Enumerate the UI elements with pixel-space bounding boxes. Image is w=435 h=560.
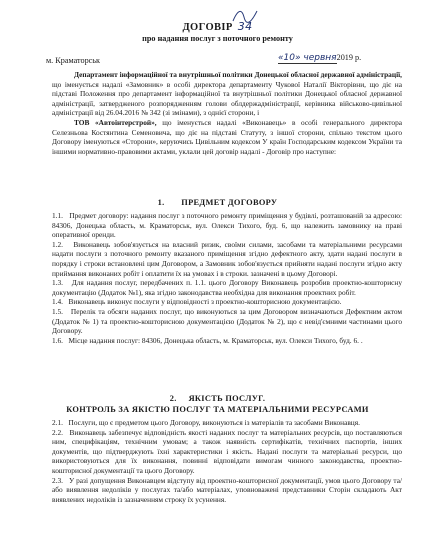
clause-2-1: 2.1. Послуги, що є предметом цього Договору, виконуються із матеріалів та засобами Виконавця. [52, 418, 360, 427]
clause-1-5: 1.5. Перелік та обсяги наданих послуг, що виконуються за цим Договором визначаються Дефектним актом (Додаток № 1) та проектно-кошторисною документацією (Додаток № 2), що є невід'ємними частинами цього Договору. [52, 306, 402, 336]
preamble-paragraph-2 [52, 118, 402, 156]
contract-city: м. Краматорськ [46, 56, 101, 65]
preamble [52, 70, 402, 156]
preamble-party-2: ТОВ «Автоінтерстрой», [74, 117, 157, 127]
clause-1-6: 1.6. Місце надання послуг: 84306, Донецька область, м. Краматорськ, вул. Олекси Тихого, буд. 6. . [52, 335, 363, 345]
document-subtitle: про надання послуг з поточного ремонту [142, 34, 293, 43]
clause-1-4: 1.4. Виконавець виконує послуги у відповідності з проектно-кошторисною документацією. [52, 297, 342, 307]
preamble-party-2-text: що іменується надалі «Виконавець» в особі генерального директора Селезньова Костянтина Семеновича, що діє на підставі Статуту, з іншої сторони, спільно текстом цього Договору іменуються «Сторони», керуючись Цивільним кодексом У країн Господарським кодексом України та іншими нормативно-правовими актами, уклали цей договір надалі - Договір про наступне: [52, 117, 402, 156]
contract-date-day: «10» червня [278, 53, 337, 63]
section-1-title: 1. ПРЕДМЕТ ДОГОВОРУ [157, 198, 278, 207]
section-2-body [52, 418, 402, 504]
preamble-party-1-text: що іменується надалі «Замовник» в особі директора департаменту Чукової Наталії Вікторівни, що діє на підставі Положення про департамент інформаційної та внутрішньої політики Донецької обласної державної адміністрації, затвердженого розпорядженням голови облдержадміністрації, керівника військово-цивільної адміністрації від 26.04.2016 № 342 (зі змінами), з однієї сторони, і [52, 79, 402, 118]
clause-1-3: 1.3. Для надання послуг, передбачених п. 1.1. цього Договору Виконавець розробив проектно-кошторисну документацію (Додаток №1), яка згідно законодавства необхідна для виконання проектних робіт. [52, 278, 402, 297]
document-title-text: ДОГОВІР [182, 22, 233, 33]
section-1-body [52, 211, 402, 345]
contract-date-year: 2019 р. [336, 53, 362, 62]
preamble-party-1: Департамент інформаційної та внутрішньої політики Донецької обласної державної адміністрації, [74, 70, 402, 79]
section-2-title-line-1: 2. ЯКІСТЬ ПОСЛУГ. [169, 394, 266, 403]
clause-2-2: 2.2. Виконавець забезпечує відповідність якості наданих послуг та матеріальних ресурсів, що поставляються ним, специфікаціям, технічним умовам; а також наявність сертифікатів, технічних паспортів, інших документів, що підтверджують їхні характеристики і якість. Надані послуги та матеріальні ресурси, що використовуються для їх виконання, повинні відповідати вимогам чинного законодавства, проектно-кошторисної документації та цього Договору. [52, 427, 402, 475]
preamble-paragraph-1 [52, 70, 402, 118]
clause-2-3: 2.3. У разі допущення Виконавцем відступу від проектно-кошторисної документації, умов цього Договору та/або виявлення недоліків у послугах та/або матеріалах, уповноважені представники Сторін складають Акт виявлених недоліків із зазначенням строку їх усунення. [52, 475, 402, 504]
contract-number: 34 [237, 20, 253, 33]
section-2-title-line-2: КОНТРОЛЬ ЗА ЯКІСТЮ ПОСЛУГ ТА МАТЕРІАЛЬНИМИ РЕСУРСАМИ [66, 405, 369, 414]
contract-date [278, 53, 361, 64]
clause-1-1: 1.1. Предмет договору: надання послуг з поточного ремонту приміщення у будівлі, розташованій за адресою: 84306, Донецька область, м. Краматорськ, вул. Олекси Тихого, буд. 6, що належить замовнику на праві оперативної оренди. [52, 211, 402, 240]
document-title [0, 20, 435, 33]
clause-1-2: 1.2. Виконавець зобов'язується на власний ризик, своїми силами, засобами та матеріальними ресурсами надати послуги з поточного ремонту вказаного приміщення згідно дефектного акту, здати надані послуги в порядку і строки встановлені цим Договором, а Замовник зобов'язується прийняти надані послуги згідно акту приймання виконаних робіт і оплатити їх на умовах і в строки. зазначені в цьому Договорі. [52, 239, 402, 278]
